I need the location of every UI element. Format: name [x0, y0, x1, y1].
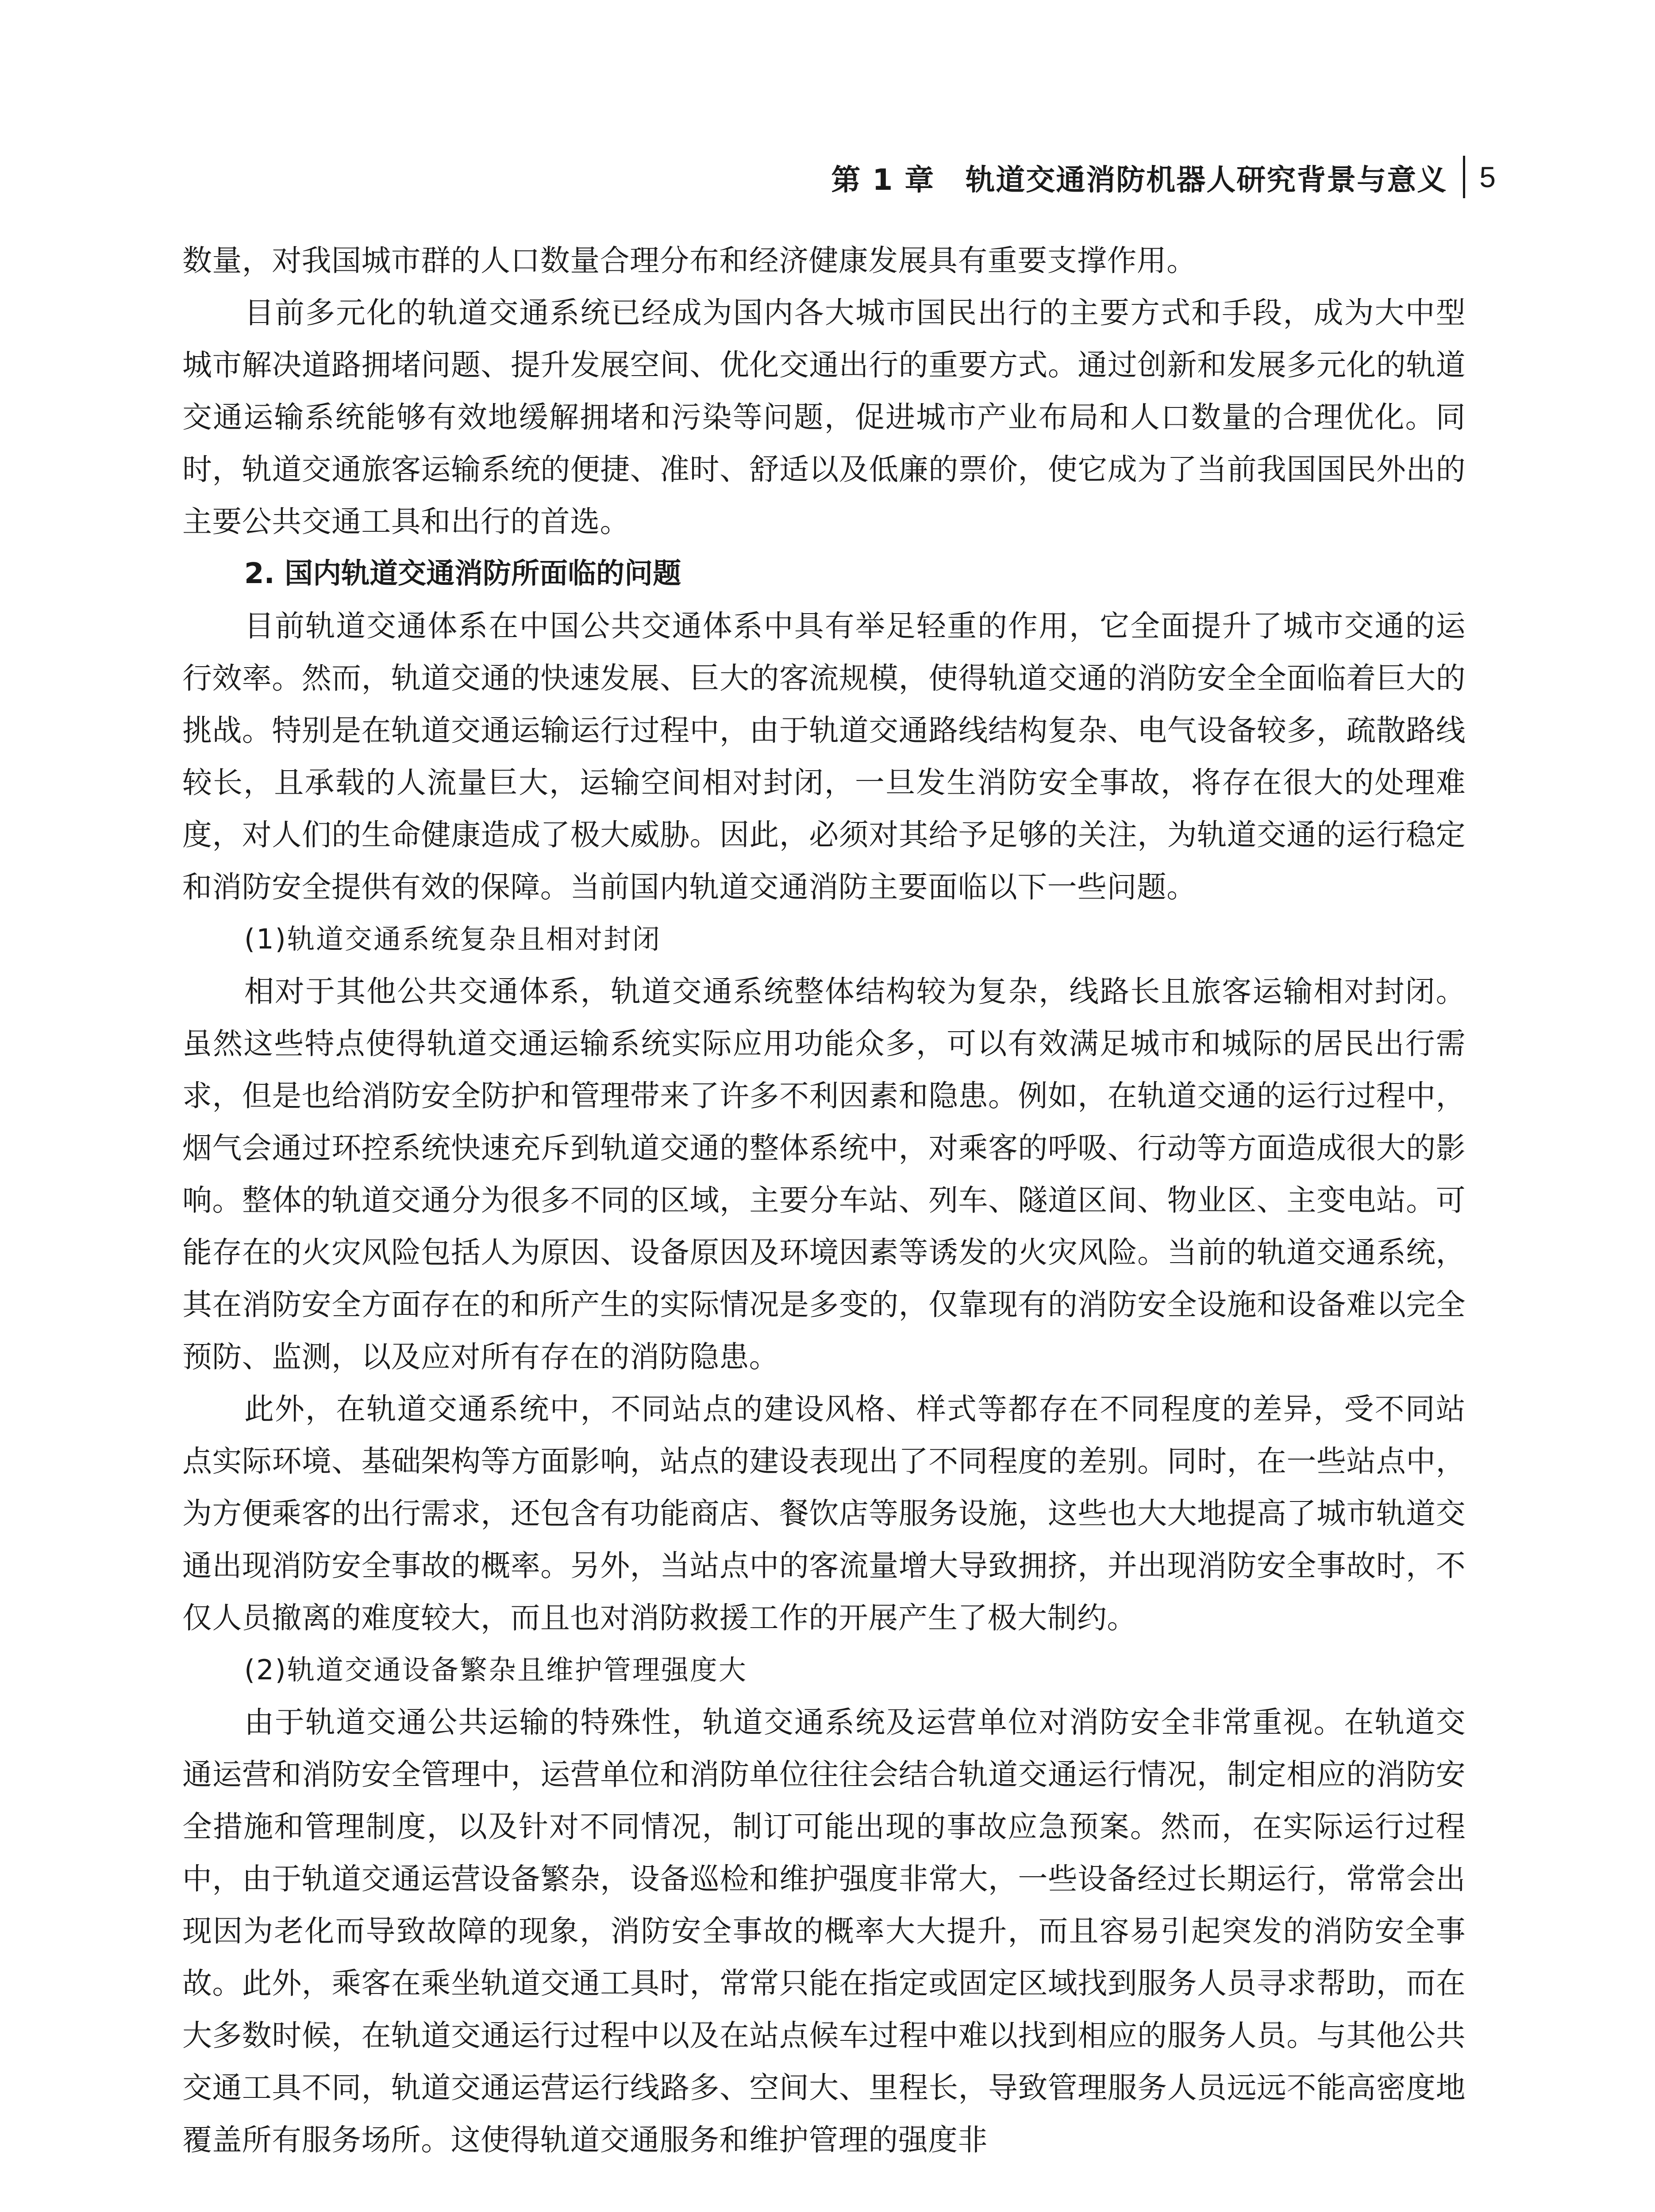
running-header [831, 153, 1496, 201]
page-body [182, 234, 1466, 2166]
paragraph-continued: 数量，对我国城市群的人口数量合理分布和经济健康发展具有重要支撑作用。 [182, 243, 1197, 278]
paragraph: 目前轨道交通体系在中国公共交通体系中具有举足轻重的作用，它全面提升了城市交通的运行效率。然而，轨道交通的快速发展、巨大的客流规模，使得轨道交通的消防安全全面临着巨大的挑战。特别是在轨道交通运输运行过程中，由于轨道交通路线结构复杂、电气设备较多，疏散路线较长，且承载的人流量巨大，运输空间相对封闭，一旦发生消防安全事故，将存在很大的处理难度，对人们的生命健康造成了极大威胁。因此，必须对其给予足够的关注，为轨道交通的运行稳定和消防安全提供有效的保障。当前国内轨道交通消防主要面临以下一些问题。 [182, 609, 1466, 904]
section-heading: 2. 国内轨道交通消防所面临的问题 [244, 557, 681, 590]
subsection-heading: (2)轨道交通设备繁杂且维护管理强度大 [244, 1654, 747, 1686]
page-number: 5 [1479, 161, 1496, 193]
header-separator [1463, 156, 1465, 198]
chapter-title: 轨道交通消防机器人研究背景与意义 [966, 162, 1447, 197]
chapter-number: 第 1 章 [831, 162, 935, 197]
paragraph: 目前多元化的轨道交通系统已经成为国内各大城市国民出行的主要方式和手段，成为大中型城市解决道路拥堵问题、提升发展空间、优化交通出行的重要方式。通过创新和发展多元化的轨道交通运输系统能够有效地缓解拥堵和污染等问题，促进城市产业布局和人口数量的合理优化。同时，轨道交通旅客运输系统的便捷、准时、舒适以及低廉的票价，使它成为了当前我国国民外出的主要公共交通工具和出行的首选。 [182, 296, 1466, 539]
paragraph: 由于轨道交通公共运输的特殊性，轨道交通系统及运营单位对消防安全非常重视。在轨道交通运营和消防安全管理中，运营单位和消防单位往往会结合轨道交通运行情况，制定相应的消防安全措施和管理制度，以及针对不同情况，制订可能出现的事故应急预案。然而，在实际运行过程中，由于轨道交通运营设备繁杂，设备巡检和维护强度非常大，一些设备经过长期运行，常常会出现因为老化而导致故障的现象，消防安全事故的概率大大提升，而且容易引起突发的消防安全事故。此外，乘客在乘坐轨道交通工具时，常常只能在指定或固定区域找到服务人员寻求帮助，而在大多数时候，在轨道交通运行过程中以及在站点候车过程中难以找到相应的服务人员。与其他公共交通工具不同，轨道交通运营运行线路多、空间大、里程长，导致管理服务人员远远不能高密度地覆盖所有服务场所。这使得轨道交通服务和维护管理的强度非 [182, 1705, 1466, 2157]
subsection-heading: (1)轨道交通系统复杂且相对封闭 [244, 923, 661, 955]
paragraph: 相对于其他公共交通体系，轨道交通系统整体结构较为复杂，线路长且旅客运输相对封闭。虽然这些特点使得轨道交通运输系统实际应用功能众多，可以有效满足城市和城际的居民出行需求，但是也给消防安全防护和管理带来了许多不利因素和隐患。例如，在轨道交通的运行过程中，烟气会通过环控系统快速充斥到轨道交通的整体系统中，对乘客的呼吸、行动等方面造成很大的影响。整体的轨道交通分为很多不同的区域，主要分车站、列车、隧道区间、物业区、主变电站。可能存在的火灾风险包括人为原因、设备原因及环境因素等诱发的火灾风险。当前的轨道交通系统，其在消防安全方面存在的和所产生的实际情况是多变的，仅靠现有的消防安全设施和设备难以完全预防、监测，以及应对所有存在的消防隐患。 [182, 974, 1466, 1374]
paragraph: 此外，在轨道交通系统中，不同站点的建设风格、样式等都存在不同程度的差异，受不同站点实际环境、基础架构等方面影响，站点的建设表现出了不同程度的差别。同时，在一些站点中，为方便乘客的出行需求，还包含有功能商店、餐饮店等服务设施，这些也大大地提高了城市轨道交通出现消防安全事故的概率。另外，当站点中的客流量增大导致拥挤，并出现消防安全事故时，不仅人员撤离的难度较大，而且也对消防救援工作的开展产生了极大制约。 [182, 1392, 1466, 1635]
